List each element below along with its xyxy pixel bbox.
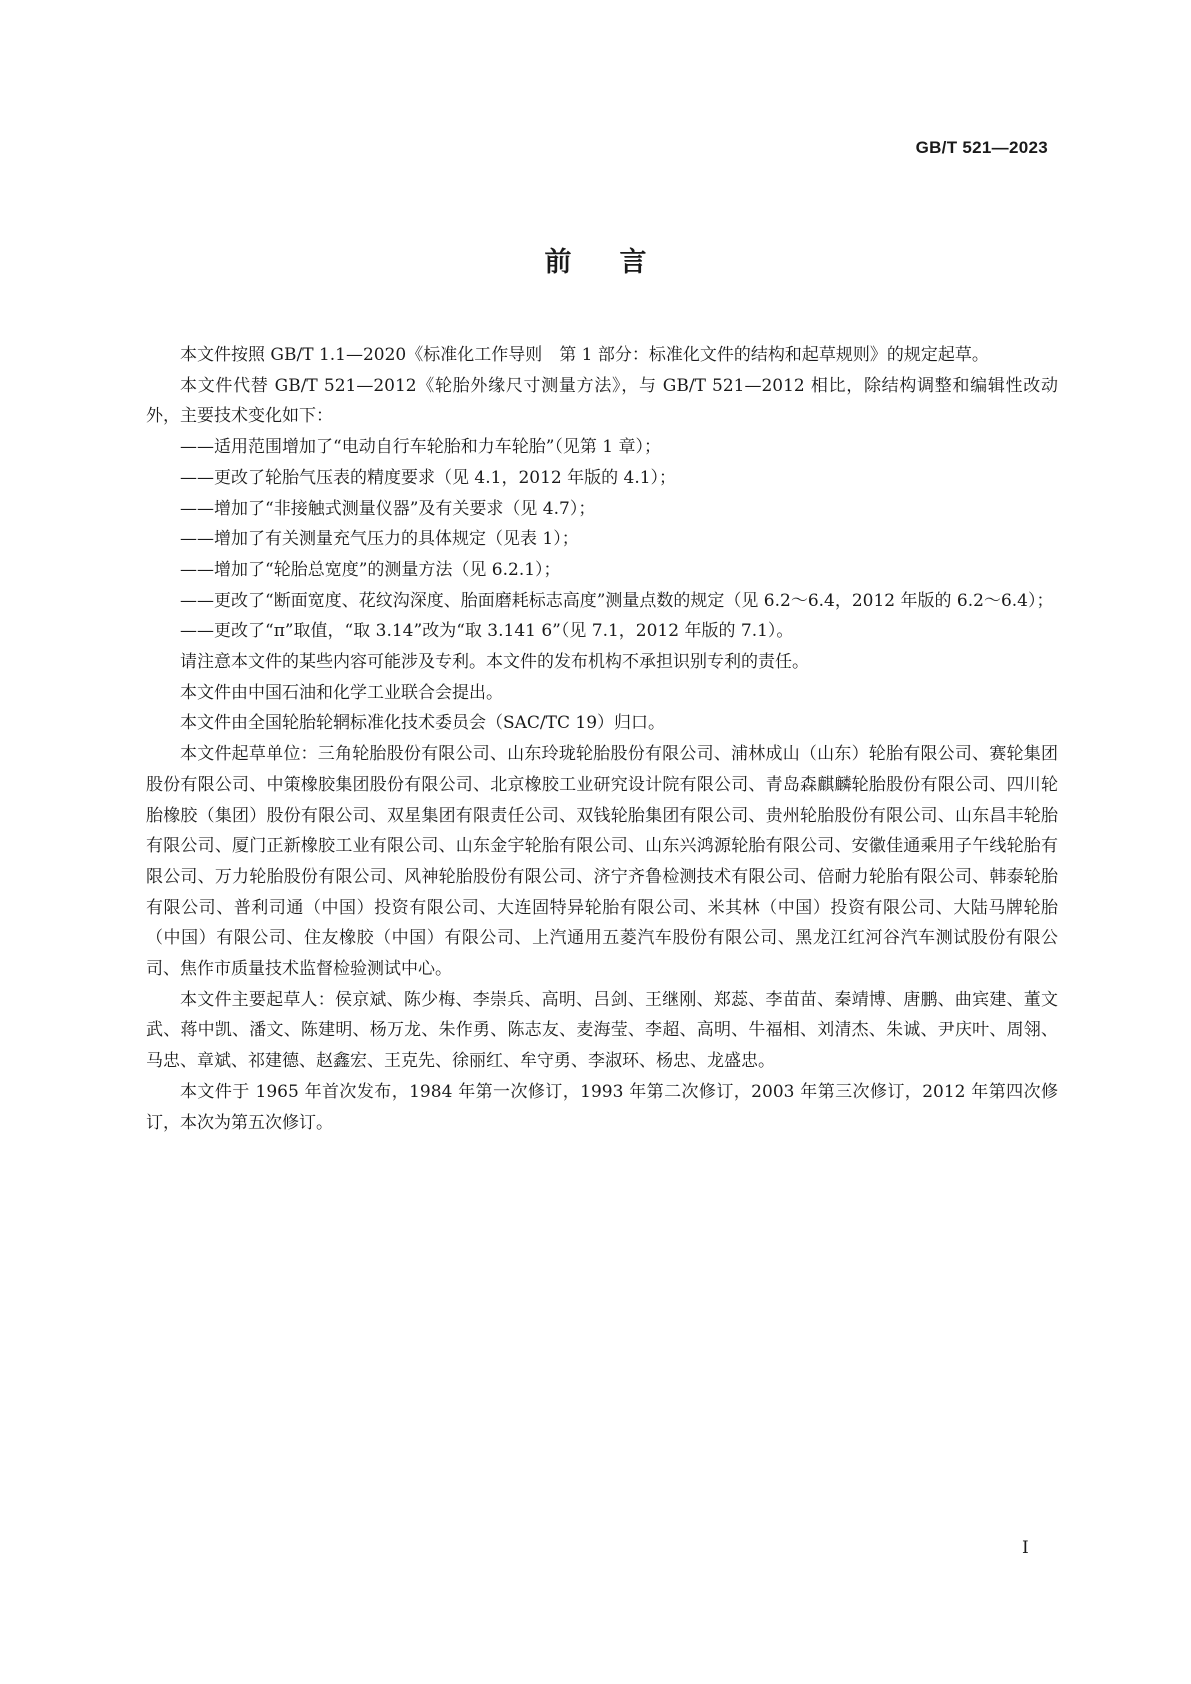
- standard-number: GB/T 521—2023: [915, 138, 1048, 157]
- change-item-text: ——更改了“π”取值，“取 3.14”改为“取 3.141 6”（见 7.1，2012 年版的 7.1）。: [180, 621, 794, 642]
- change-item: [146, 494, 1058, 525]
- change-item-text: ——增加了“轮胎总宽度”的测量方法（见 6.2.1）；: [180, 559, 561, 580]
- page-number: I: [1022, 1538, 1029, 1558]
- change-item-text: ——适用范围增加了“电动自行车轮胎和力车轮胎”（见第 1 章）；: [180, 437, 662, 458]
- paragraph-proposer: 本文件由中国石油和化学工业联合会提出。: [180, 682, 503, 703]
- paragraph-history: 本文件于 1965 年首次发布，1984 年第一次修订，1993 年第二次修订，2003 年第三次修订，2012 年第四次修订，本次为第五次修订。: [146, 1081, 1058, 1133]
- change-item-text: ——更改了“断面宽度、花纹沟深度、胎面磨耗标志高度”测量点数的规定（见 6.2～6.4，2012 年版的 6.2～6.4）；: [180, 590, 1054, 611]
- paragraph-drafting-units: 本文件起草单位：三角轮胎股份有限公司、山东玲珑轮胎股份有限公司、浦林成山（山东）轮胎有限公司、赛轮集团股份有限公司、中策橡胶集团股份有限公司、北京橡胶工业研究设计院有限公司、青岛森麒麟轮胎股份有限公司、四川轮胎橡胶（集团）股份有限公司、双星集团有限责任公司、双钱轮胎集团有限公司、贵州轮胎股份有限公司、山东昌丰轮胎有限公司、厦门正新橡胶工业有限公司、山东金宇轮胎有限公司、山东兴鸿源轮胎有限公司、安徽佳通乘用子午线轮胎有限公司、万力轮胎股份有限公司、风神轮胎股份有限公司、济宁齐鲁检测技术有限公司、倍耐力轮胎有限公司、韩泰轮胎有限公司、普利司通（中国）投资有限公司、大连固特异轮胎有限公司、米其林（中国）投资有限公司、大陆马牌轮胎（中国）有限公司、住友橡胶（中国）有限公司、上汽通用五菱汽车股份有限公司、黑龙江红河谷汽车测试股份有限公司、焦作市质量技术监督检验测试中心。: [146, 744, 1058, 980]
- change-item: [146, 586, 1058, 617]
- change-item: [146, 463, 1058, 494]
- paragraph-drafters: 本文件主要起草人：侯京斌、陈少梅、李崇兵、高明、吕剑、王继刚、郑蕊、李苗苗、秦靖博、唐鹏、曲宾建、董文武、蒋中凯、潘文、陈建明、杨万龙、朱作勇、陈志友、麦海莹、李超、高明、牛福相、刘清杰、朱诚、尹庆叶、周翎、马忠、章斌、祁建德、赵鑫宏、王克先、徐丽红、牟守勇、李淑环、杨忠、龙盛忠。: [146, 989, 1058, 1072]
- change-item-text: ——增加了有关测量充气压力的具体规定（见表 1）；: [180, 529, 579, 550]
- change-item: [146, 524, 1058, 555]
- change-item: [146, 432, 1058, 463]
- document-body: [146, 340, 1058, 1138]
- change-item-text: ——更改了轮胎气压表的精度要求（见 4.1，2012 年版的 4.1）；: [180, 467, 677, 488]
- change-item: [146, 616, 1058, 647]
- page-title: 前言: [544, 247, 695, 278]
- change-item-text: ——增加了“非接触式测量仪器”及有关要求（见 4.7）；: [180, 498, 596, 519]
- paragraph-replacement-note: 本文件代替 GB/T 521—2012《轮胎外缘尺寸测量方法》，与 GB/T 521—2012 相比，除结构调整和编辑性改动外，主要技术变化如下：: [146, 375, 1058, 427]
- paragraph-committee: 本文件由全国轮胎轮辋标准化技术委员会（SAC/TC 19）归口。: [180, 713, 666, 734]
- paragraph-drafting-rules: 本文件按照 GB/T 1.1—2020《标准化工作导则 第 1 部分：标准化文件的结构和起草规则》的规定起草。: [180, 345, 989, 365]
- change-item: [146, 555, 1058, 586]
- paragraph-patent-notice: 请注意本文件的某些内容可能涉及专利。本文件的发布机构不承担识别专利的责任。: [180, 652, 809, 673]
